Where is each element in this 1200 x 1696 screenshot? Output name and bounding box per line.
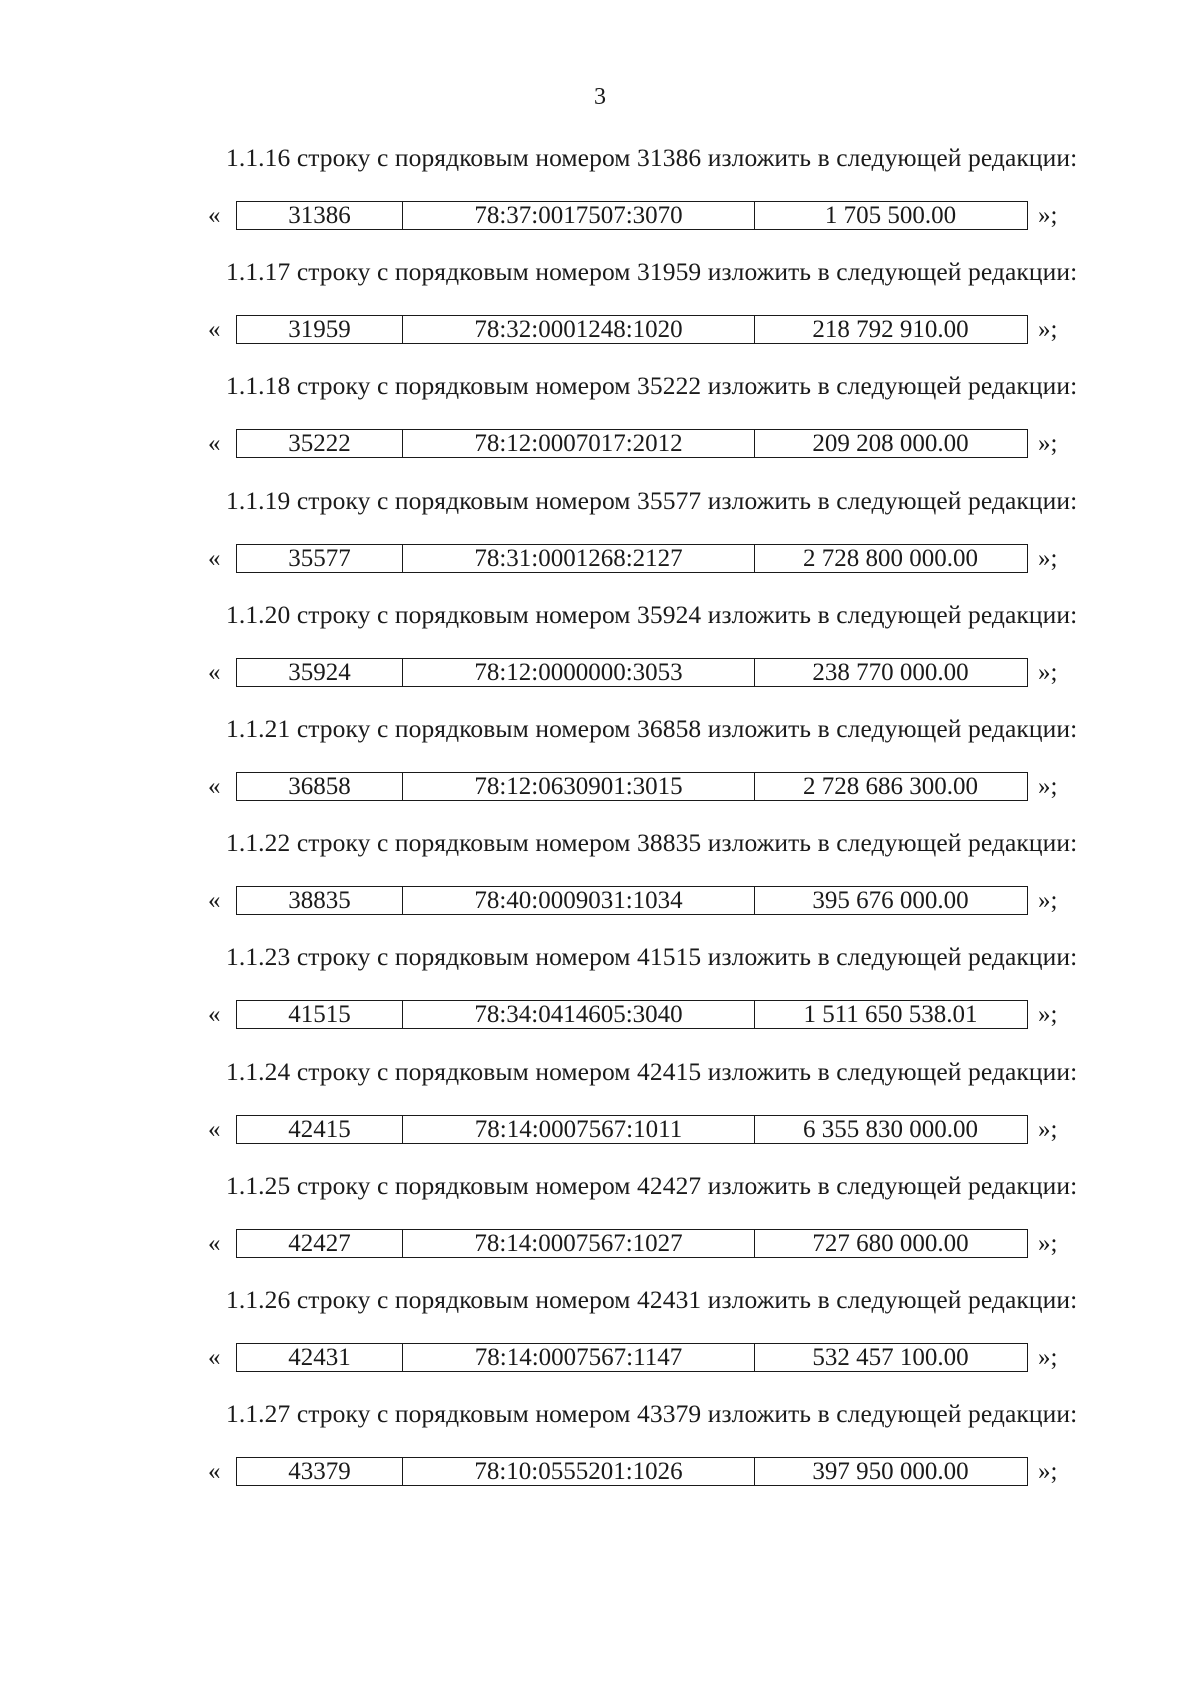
row-table (236, 1229, 1028, 1258)
quote-open: « (208, 773, 221, 800)
cadastral-number-cell: 78:14:0007567:1027 (403, 1230, 755, 1257)
row-table (236, 429, 1028, 458)
clause-instruction: 1.1.26 строку с порядковым номером 42431 изложить в следующей редакции: (226, 1285, 1078, 1314)
cadastral-number-cell: 78:34:0414605:3040 (403, 1001, 755, 1028)
cadastral-number-cell: 78:12:0630901:3015 (403, 773, 755, 800)
quote-close: »; (1038, 430, 1058, 457)
quote-open: « (208, 316, 221, 343)
quote-open: « (208, 1344, 221, 1371)
cadastral-number-cell: 78:40:0009031:1034 (403, 887, 755, 914)
row-table (236, 544, 1028, 573)
row-number-cell: 42431 (237, 1344, 403, 1371)
quote-open: « (208, 1458, 221, 1485)
value-cell: 2 728 686 300.00 (803, 773, 978, 800)
replacement-row (208, 1457, 1068, 1488)
replacement-row (208, 1229, 1068, 1260)
quote-close: »; (1038, 659, 1058, 686)
row-table (236, 201, 1028, 230)
row-number-cell: 42427 (237, 1230, 403, 1257)
value-cell: 397 950 000.00 (812, 1458, 969, 1485)
cadastral-number-cell: 78:10:0555201:1026 (403, 1458, 755, 1485)
quote-close: »; (1038, 1116, 1058, 1143)
cadastral-number-cell: 78:31:0001268:2127 (403, 545, 755, 572)
replacement-row (208, 772, 1068, 803)
row-table (236, 1457, 1028, 1486)
quote-open: « (208, 430, 221, 457)
clause-instruction: 1.1.20 строку с порядковым номером 35924 изложить в следующей редакции: (226, 600, 1078, 629)
clause-instruction: 1.1.24 строку с порядковым номером 42415 изложить в следующей редакции: (226, 1057, 1078, 1086)
replacement-row (208, 1115, 1068, 1146)
clause-instruction: 1.1.23 строку с порядковым номером 41515 изложить в следующей редакции: (226, 942, 1078, 971)
clause-instruction: 1.1.22 строку с порядковым номером 38835 изложить в следующей редакции: (226, 828, 1078, 857)
replacement-row (208, 201, 1068, 232)
value-cell: 6 355 830 000.00 (803, 1116, 978, 1143)
quote-open: « (208, 1230, 221, 1257)
row-number-cell: 35924 (237, 659, 403, 686)
row-table (236, 772, 1028, 801)
clause-instruction: 1.1.19 строку с порядковым номером 35577 изложить в следующей редакции: (226, 486, 1078, 515)
value-cell: 2 728 800 000.00 (803, 545, 978, 572)
row-number-cell: 41515 (237, 1001, 403, 1028)
quote-close: »; (1038, 887, 1058, 914)
quote-close: »; (1038, 1230, 1058, 1257)
value-cell: 238 770 000.00 (812, 659, 969, 686)
row-table (236, 1343, 1028, 1372)
cadastral-number-cell: 78:14:0007567:1011 (403, 1116, 755, 1143)
quote-close: »; (1038, 1001, 1058, 1028)
row-number-cell: 31386 (237, 202, 403, 229)
quote-close: »; (1038, 316, 1058, 343)
quote-close: »; (1038, 773, 1058, 800)
replacement-row (208, 886, 1068, 917)
cadastral-number-cell: 78:12:0007017:2012 (403, 430, 755, 457)
value-cell: 218 792 910.00 (812, 316, 969, 343)
cadastral-number-cell: 78:12:0000000:3053 (403, 659, 755, 686)
value-cell: 532 457 100.00 (812, 1344, 969, 1371)
clause-instruction: 1.1.17 строку с порядковым номером 31959 изложить в следующей редакции: (226, 257, 1078, 286)
cadastral-number-cell: 78:37:0017507:3070 (403, 202, 755, 229)
row-number-cell: 35222 (237, 430, 403, 457)
row-number-cell: 38835 (237, 887, 403, 914)
row-table (236, 315, 1028, 344)
quote-open: « (208, 545, 221, 572)
value-cell: 1 511 650 538.01 (803, 1001, 978, 1028)
row-number-cell: 42415 (237, 1116, 403, 1143)
quote-open: « (208, 202, 221, 229)
page-number: 3 (594, 84, 606, 110)
cadastral-number-cell: 78:14:0007567:1147 (403, 1344, 755, 1371)
row-number-cell: 36858 (237, 773, 403, 800)
row-table (236, 886, 1028, 915)
value-cell: 395 676 000.00 (812, 887, 969, 914)
row-table (236, 1115, 1028, 1144)
row-table (236, 658, 1028, 687)
quote-close: »; (1038, 545, 1058, 572)
quote-close: »; (1038, 1458, 1058, 1485)
replacement-row (208, 544, 1068, 575)
clause-instruction: 1.1.18 строку с порядковым номером 35222 изложить в следующей редакции: (226, 371, 1078, 400)
replacement-row (208, 315, 1068, 346)
value-cell: 727 680 000.00 (812, 1230, 969, 1257)
row-number-cell: 43379 (237, 1458, 403, 1485)
clause-instruction: 1.1.25 строку с порядковым номером 42427 изложить в следующей редакции: (226, 1171, 1078, 1200)
row-number-cell: 31959 (237, 316, 403, 343)
clause-instruction: 1.1.21 строку с порядковым номером 36858 изложить в следующей редакции: (226, 714, 1078, 743)
row-table (236, 1000, 1028, 1029)
replacement-row (208, 1343, 1068, 1374)
row-number-cell: 35577 (237, 545, 403, 572)
clause-instruction: 1.1.16 строку с порядковым номером 31386 изложить в следующей редакции: (226, 143, 1078, 172)
replacement-row (208, 429, 1068, 460)
replacement-row (208, 1000, 1068, 1031)
quote-close: »; (1038, 202, 1058, 229)
clause-instruction: 1.1.27 строку с порядковым номером 43379 изложить в следующей редакции: (226, 1399, 1078, 1428)
value-cell: 209 208 000.00 (812, 430, 969, 457)
quote-open: « (208, 1116, 221, 1143)
cadastral-number-cell: 78:32:0001248:1020 (403, 316, 755, 343)
value-cell: 1 705 500.00 (824, 202, 957, 229)
quote-open: « (208, 659, 221, 686)
replacement-row (208, 658, 1068, 689)
quote-close: »; (1038, 1344, 1058, 1371)
quote-open: « (208, 1001, 221, 1028)
quote-open: « (208, 887, 221, 914)
